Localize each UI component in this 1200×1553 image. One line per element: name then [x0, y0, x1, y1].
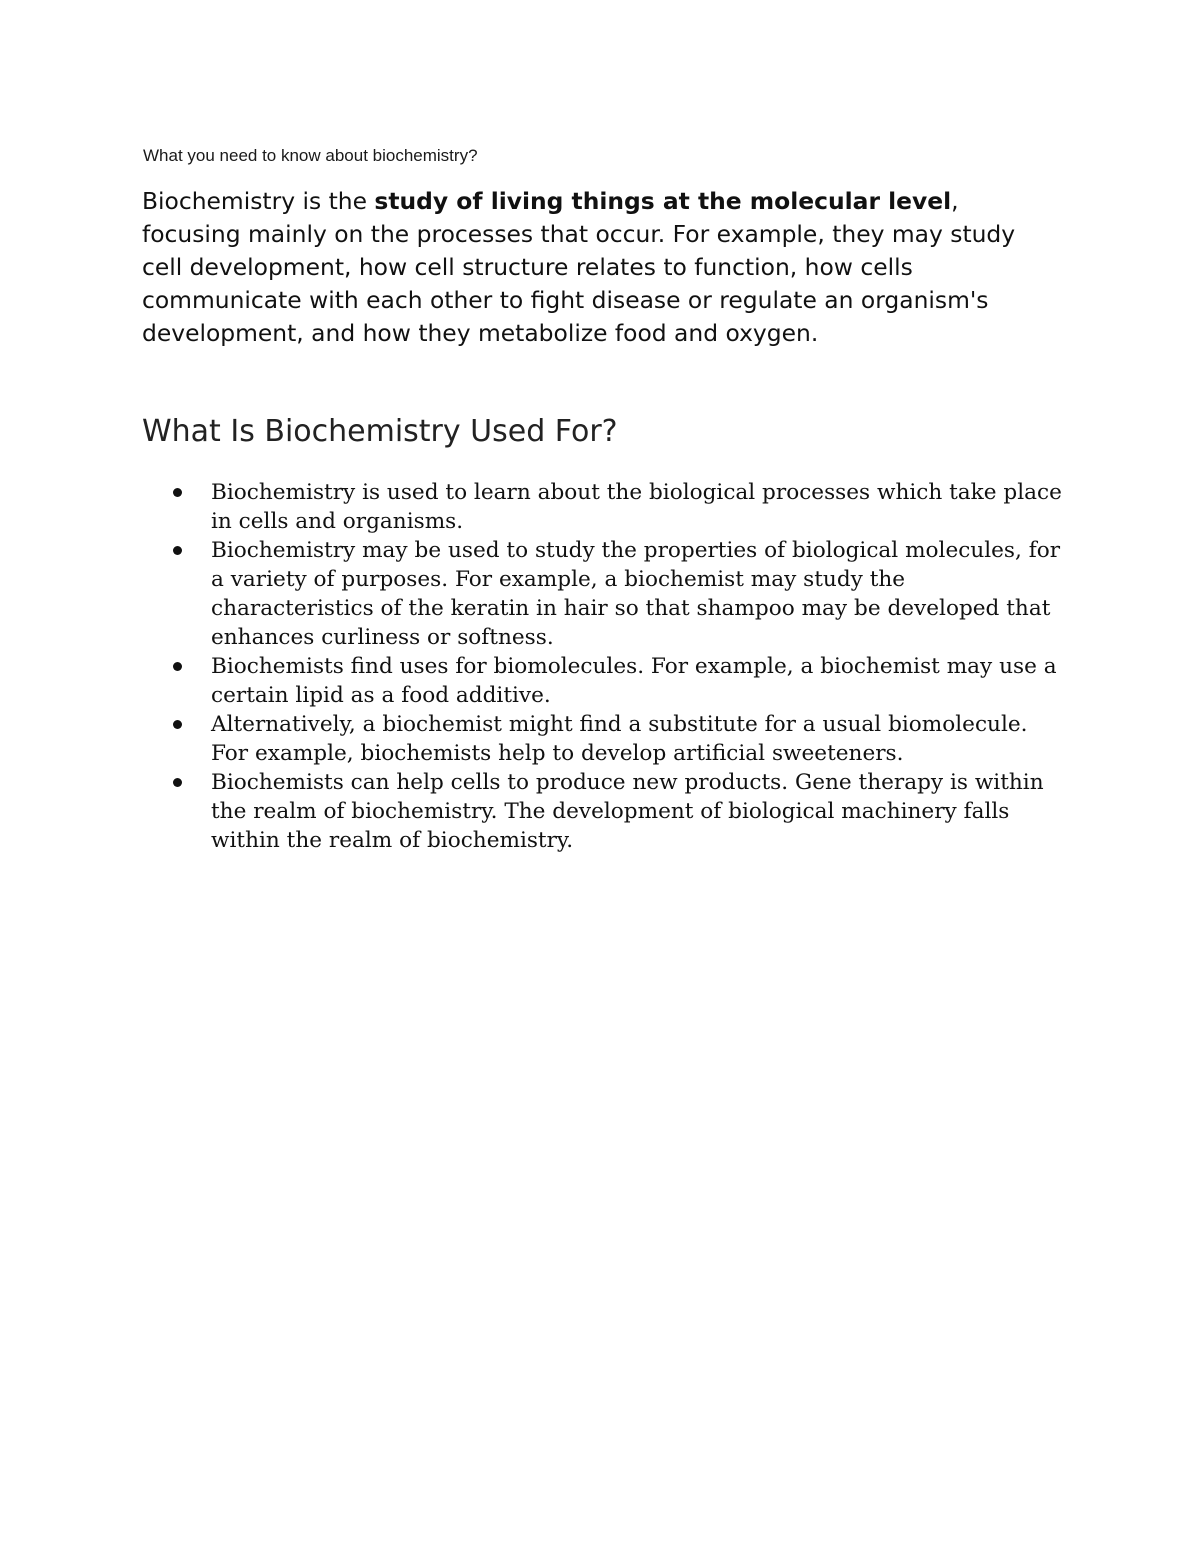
bullet-icon [173, 546, 182, 555]
list-item-text: Alternatively, a biochemist might find a substitute for a usual biomolecule. For example, biochemists help to develop artificial sweeteners. [211, 712, 1028, 766]
list-item [170, 710, 1070, 768]
section-title: What Is Biochemistry Used For? [142, 414, 618, 449]
intro-bold-phrase: study of living things at the molecular level [374, 187, 952, 215]
bullet-icon [173, 720, 182, 729]
document-heading: What you need to know about biochemistry? [143, 146, 478, 165]
list-item-text: Biochemistry may be used to study the properties of biological molecules, for a variety of purposes. For example, a biochemist may study the characteristics of the keratin in hair so that shampoo may be developed that enhances curliness or softness. [211, 538, 1061, 650]
list-item-text: Biochemists find uses for biomolecules. For example, a biochemist may use a certain lipid as a food additive. [211, 654, 1057, 708]
list-item [170, 536, 1070, 652]
list-item-text: Biochemistry is used to learn about the biological processes which take place in cells and organisms. [211, 480, 1062, 534]
intro-text-end: , focusing mainly on the processes that occur. For example, they may study cell development, how cell structure relates to function, how cells communicate with each other to fight disease or regulate an organism's development, and how they metabolize food and oxygen. [142, 187, 1016, 347]
bullet-icon [173, 488, 182, 497]
bullet-icon [173, 662, 182, 671]
list-item [170, 478, 1070, 536]
list-item [170, 652, 1070, 710]
bullet-icon [173, 778, 182, 787]
bullet-list [170, 478, 1070, 855]
intro-paragraph [142, 185, 1062, 350]
list-item [170, 768, 1070, 855]
intro-text-start: Biochemistry is the [142, 187, 375, 215]
list-item-text: Biochemists can help cells to produce new products. Gene therapy is within the realm of biochemistry. The development of biological machinery falls within the realm of biochemistry. [211, 770, 1044, 853]
